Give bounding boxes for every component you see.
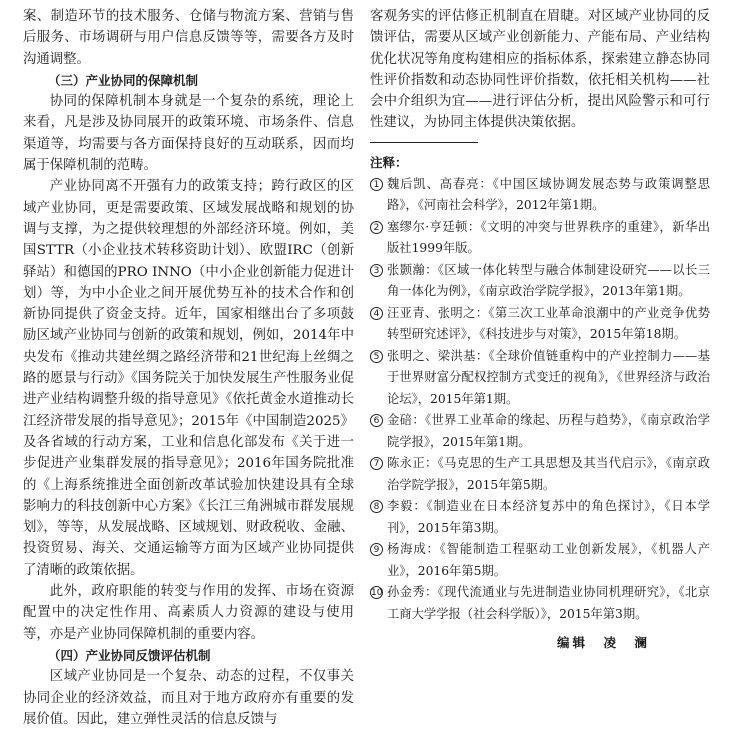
note-item <box>370 174 710 217</box>
note-item <box>370 410 710 453</box>
note-marker: 5 <box>370 350 383 363</box>
note-text: 李毅：《制造业在日本经济复苏中的角色探讨》，《日本学刊》，2015年第3期。 <box>387 499 710 535</box>
left-column <box>23 6 354 730</box>
note-marker: 8 <box>370 500 383 513</box>
note-item <box>370 217 710 260</box>
section-heading-feedback: （四）产业协同反馈评估机制 <box>48 647 211 663</box>
note-item <box>370 582 710 625</box>
note-marker: 3 <box>370 264 383 277</box>
note-item <box>370 539 710 582</box>
notes-divider <box>370 142 478 143</box>
note-text: 孙金秀：《现代流通业与先进制造业协同机理研究》，《北京工商大学学报（社会科学版）》，2015年第3期。 <box>387 585 710 621</box>
note-text: 金碚：《世界工业革命的缘起、历程与趋势》，《南京政治学院学报》，2015年第1期。 <box>387 413 710 449</box>
right-column <box>370 6 710 653</box>
paragraph-guarantee-3: 此外，政府职能的转变与作用的发挥、市场在资源配置中的决定性作用、高素质人力资源的建设与使用等，亦是产业协同保障机制的重要内容。 <box>23 584 354 642</box>
paragraph-guarantee-2: 产业协同离不开强有力的政策支持；跨行政区的区域产业协同，更是需要政策、区域发展战略和规划的协调与支撑，为之提供较理想的外部经济环境。例如，美国STTR（小企业技术转移资助计划）、欧盟IRC（创新驿站）和德国的PRO INNO（中小企业创新能力促进计划）等，为中小企业之间开展优势互补的技术合作和创新协同提供了资金支持。近年，国家相继出台了多项鼓励区域产业协同与创新的政策和规划，例如，2014年中央发布《推动共建丝绸之路经济带和21世纪海上丝绸之路的愿景与行动》《国务院关于加快发展生产性服务业促进产业结构调整升级的指导意见》《依托黄金水道推动长江经济带发展的指导意见》；2015年《中国制造2025》及各省域的行动方案，工业和信息化部发布《关于进一步促进产业集群发展的指导意见》；2016年国务院批准的《上海系统推进全面创新改革试验加快建设具有全球影响力的科技创新中心方案》《长江三角洲城市群发展规划》，等等，从发展战略、区域规划、财政税收、金融、投资贸易、海关、交通运输等方面为区域产业协同提供了清晰的政策依据。 <box>23 179 354 578</box>
note-marker: 9 <box>370 543 383 556</box>
note-marker: 10 <box>371 588 383 599</box>
note-item <box>370 303 710 346</box>
section-heading-guarantee: （三）产业协同的保障机制 <box>48 72 199 88</box>
note-item <box>370 496 710 539</box>
note-marker: 7 <box>370 457 383 470</box>
editor-credit: 编辑 凌 澜 <box>556 635 650 651</box>
note-item <box>370 346 710 411</box>
paragraph-top: 案、制造环节的技术服务、仓储与物流方案、营销与售后服务、市场调研与用户信息反馈等等，需要各方及时沟通调整。 <box>23 9 354 67</box>
note-text: 魏后凯、高春亮：《中国区域协调发展态势与政策调整思路》，《河南社会科学》，2012年第1期。 <box>387 176 710 213</box>
note-text: 张颢瀚：《区域一体化转型与融合体制建设研究——以长三角一体化为例》，《南京政治学院学报》，2013年第1期。 <box>387 262 710 299</box>
note-text: 张明之、梁洪基：《全球价值链重构中的产业控制力——基于世界财富分配权控制方式变迁的视角》，《世界经济与政治论坛》，2015年第1期。 <box>387 348 710 406</box>
note-item <box>370 260 710 303</box>
note-marker: 2 <box>370 221 383 234</box>
note-text: 杨海成：《智能制造工程驱动工业创新发展》，《机器人产业》，2016年第5期。 <box>387 542 710 578</box>
note-text: 汪亚青、张明之：《第三次工业革命浪潮中的产业竞争优势转型研究述评》，《科技进步与对策》，2015年第18期。 <box>387 305 710 342</box>
note-marker: 4 <box>370 307 383 320</box>
note-text: 塞缪尔·亨廷顿：《文明的冲突与世界秩序的重建》，新华出版社1999年版。 <box>387 219 710 256</box>
notes-list <box>370 174 710 626</box>
paragraph-continue: 客观务实的评估修正机制直在眉睫。对区域产业协同的反馈评估，需要从区域产业创新能力、产能布局、产业结构优化状况等角度构建相应的指标体系，探索建立静态协同性评价指数和动态协同性评价指数，依托相关机构——社会中介组织为宜——进行评估分析，提出风险警示和可行性建议，为协同主体提供决策依据。 <box>370 9 710 131</box>
notes-title: 注释： <box>370 154 408 170</box>
note-marker: 1 <box>370 178 383 191</box>
note-item <box>370 453 710 496</box>
paragraph-guarantee-1: 协同的保障机制本身就是一个复杂的系统，理论上来看，凡是涉及协同展开的政策环境、市场条件、信息渠道等，均需要与各方面保持良好的互动联系，因而均属于保障机制的范畴。 <box>23 94 354 174</box>
paragraph-feedback-1: 区域产业协同是一个复杂、动态的过程，不仅事关协同企业的经济效益，而且对于地方政府亦有重要的发展价值。因此，建立弹性灵活的信息反馈与 <box>23 669 354 727</box>
note-marker: 6 <box>370 414 383 427</box>
note-text: 陈永正：《马克思的生产工具思想及其当代启示》，《南京政治学院学报》，2015年第5期。 <box>387 456 710 492</box>
